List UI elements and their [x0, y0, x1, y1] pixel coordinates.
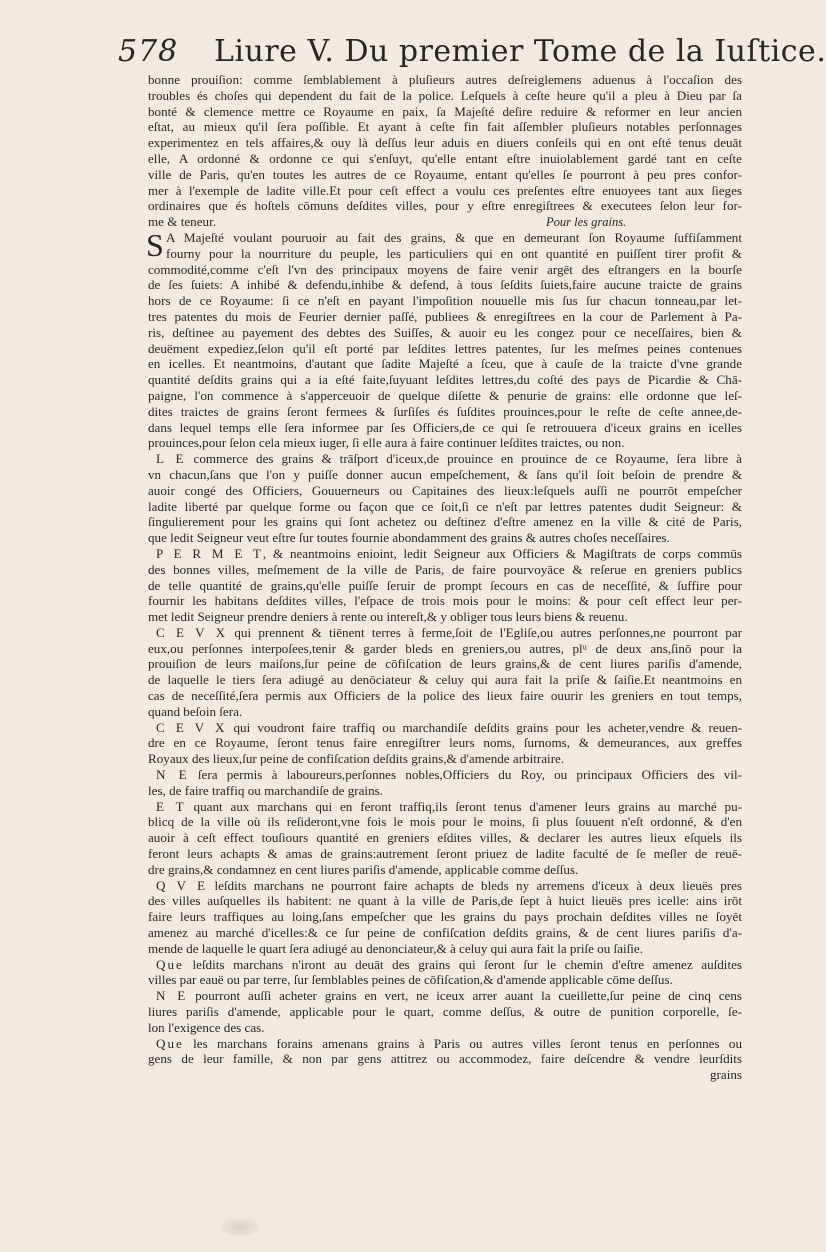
text-line: troubles és choſes qui dependent du fait de la police. Leſquels à ceſte heure qu'il a pleu à Dieu par ſa — [148, 87, 742, 103]
page-number: 578 — [118, 34, 179, 69]
text-line: Que leſdits marchans n'iront au deuāt des grains qui ſeront ſur le chemin d'eſtre amenez auſdites — [156, 956, 742, 972]
text-line: des bonnes villes, meſmement de la ville de Paris, de faire pourvoyāce & reſerue en greniers publics — [148, 561, 742, 577]
text-line: en icelles. Et neantmoins, d'autant que ſadite Majeſté a ſceu, que à cauſe de la traicte d'vne grande — [148, 356, 742, 372]
text-line: ville de Paris, qu'en toutes les autres de ce Royaume, entant qu'elles ſe pourront à peu pres confor- — [148, 166, 742, 182]
text-line: dans lequel temps elle ſera informee par ſes Officiers,de ce qui ſe retrouuera d'iceux grains en icelles — [148, 419, 742, 435]
text-line: N E pourront auſſi acheter grains en vert, ne iceux arrer auant la cueillette,ſur peine de cinq cens — [156, 988, 742, 1004]
text-line: villes par eauë ou par terre, ſur ſemblables peines de cōfiſcation,& d'amende applicable cōme deſſus. — [148, 972, 673, 988]
text-line: amenez au marché d'icelles:& ce ſur peine de confiſcation deſdits grains, & de cent liures pariſis d'a- — [148, 925, 742, 941]
text-line: paigne, l'on commence à s'apperceuoir de quelque diſette & penurie de grains: elle ordonne que leſ- — [148, 387, 742, 403]
text-line: me & teneur. Pour les grains. — [148, 214, 627, 230]
text-line: faire leurs traffiques au loing,ſans empeſcher que les grains du pays prochain deſdites villes ne ſoyēt — [148, 909, 742, 925]
text-line: que ledit Seigneur veut eſtre ſur toutes fournie abondamment des grains & autres choſes neceſſaires. — [148, 530, 670, 546]
text-line: Q V E leſdits marchans ne pourront faire achapts de bleds ny arremens d'iceux à deux lieuës pres — [156, 877, 743, 893]
text-line: fournir les habitans deſdites villes, l'eſpace de trois mois pour le moins: & pour ceſt effect leur per- — [148, 593, 742, 609]
text-line: ſingulierement pour les grains qui ſont achetez ou deſtinez d'eſtre amenez en la ville & cité de Paris, — [148, 514, 742, 530]
text-line: dites traictes de grains ſeront fermees & ſurſiſes és ſuſdites prouinces,pour le reſte de ceſte annee,de- — [148, 403, 742, 419]
body-text — [148, 72, 742, 1083]
text-line: quand beſoin ſera. — [148, 703, 243, 719]
text-line: liures pariſis d'amende, applicable pour le quart, comme deſſus, & outre de punition corporelle, ſe- — [148, 1004, 742, 1020]
text-line: Que les marchans forains amenans grains à Paris ou autres villes ſeront tenus en perſonnes ou — [156, 1035, 742, 1051]
text-line: dre en ce Royaume, ſeront tenus faire enregiſtrer leurs noms, ſurnoms, & demeurances, aux greffes — [148, 735, 742, 751]
paper-stain — [220, 1218, 260, 1236]
section-subheading: Pour les grains. — [546, 215, 627, 230]
text-line: lon l'exigence des cas. — [148, 1019, 265, 1035]
text-line: N E ſera permis à laboureurs,perſonnes nobles,Officiers du Roy, ou principaux Officiers des vil- — [156, 767, 742, 783]
text-line: S A Majeſté voulant pouruoir au fait des grains, & que en demeurant ſon Royaume ſuffiſamment — [146, 226, 742, 263]
text-line: auoir à ceſt effect touſiours quantité en greniers eſdites villes, & declarer les autres lieux eſquels ils — [148, 830, 742, 846]
text-line: cas de neceſſité,ſera permis aux Officiers de la police des lieux faire ouurir les greniers en tout temps, — [148, 688, 742, 704]
text-line: tres patentes du mois de Feurier dernier paſſé, publiees & enregiſtrees en la cour de Parlement à Pa- — [148, 308, 742, 324]
text-line: des villes auſquelles ils habitent: ne quant à la ville de Paris,de ſept à huict lieuës pres icelle: ains irōt — [148, 893, 742, 909]
text-line: de ſes ſuiets: A inhibé & defendu,inhibe & defend, à tous ſeſdits ſuiets,faire aucune traicte de grains — [148, 277, 742, 293]
text-line: bonne prouiſion: comme ſemblablement à pluſieurs autres deſreiglemens aduenus à l'occaſion des — [148, 72, 742, 87]
text-line: mer à l'exemple de ladite ville.Et pour ceſt effect a voulu ces preſentes eſtre enuoyees tant aux ſieges — [148, 182, 742, 198]
text-line: L E commerce des grains & trāſport d'iceux,de prouince en prouince de ce Royaume, ſera libre à — [156, 451, 742, 467]
text-line: fourny pour la nourriture du peuple, les particuliers qui en ont quantité en puiſſent tirer profit & — [166, 245, 742, 261]
text-line: feront leurs achapts & amas de grains:autrement ſeront priuez de ladite faculté de ſe meſler de reuē- — [148, 846, 742, 862]
text-line: P E R M E T, & neantmoins enioint, ledit Seigneur aux Officiers & Magiſtrats de corps commūs — [156, 545, 742, 561]
text-line: blicq de la ville où ils reſideront,vne fois le mois pour le moins, ſi plus ſouuent n'eſt ordonné, & d'en — [148, 814, 742, 830]
text-line: ris, deſtinee au payement des debtes des Suiſſes, & auoir eu les congez pour ce neceſſaires, bien & — [148, 324, 742, 340]
text-line: C E V X qui prennent & tiēnent terres à ferme,ſoit de l'Egliſe,ou autres perſonnes,ne pourront par — [156, 624, 742, 640]
text-line: ladite liberté par quelque forme ou façon que ce ſoit,ſi ce n'eſt par lettres patentes dudit Seigneur: & — [148, 498, 742, 514]
text-line: C E V X qui voudront faire traffiq ou marchandiſe deſdits grains pour les acheter,vendre & reuen- — [156, 719, 742, 735]
text-line: eſtat, au mieux qu'il ſera poſſible. Et ayant à ceſte fin fait aſſembler pluſieurs notables perſonnages — [148, 119, 742, 135]
text-line: les, de faire traffiq ou marchandiſe de grains. — [148, 782, 383, 798]
text-line: commodité,comme c'eſt l'vn des principaux moyens de faire venir argēt des eſtrangers en la bourſe — [148, 261, 742, 277]
text-line: vn chacun,ſans que l'on y puiſſe donner aucun empeſchement, & ſans qu'il ſoit beſoin de prendre & — [148, 466, 742, 482]
drop-cap: S — [146, 226, 164, 263]
text-line: auoir congé des Officiers, Gouuerneurs ou Capitaines des lieux:leſquels auſſi ne pourrōt empeſcher — [148, 482, 742, 498]
text-line: quantité deſdits grains qui a ia eſté faite,ſuyuant leſdites lettres,du coſté des pays de Picardie & Chā- — [148, 372, 742, 388]
page-header — [118, 30, 826, 76]
text-line: mende de laquelle le quart ſera adiugé au denonciateur,& à celuy qui aura fait la priſe ou ſaiſie. — [148, 940, 643, 956]
text-line: prouinces,pour ſelon cela mieux iuger, ſi elle aura à faire continuer leſdites traictes, ou non. — [148, 435, 625, 451]
text-line: bonté & clemence mettre ce Royaume en paix, ſa Majeſté deſire reduire & reformer en leur ancien — [148, 103, 742, 119]
text-line: Royaux des lieux,ſur peine de confiſcation deſdits grains,& d'amende arbitraire. — [148, 751, 565, 767]
text-line: E T quant aux marchans qui en feront traffiq,ils ſeront tenus d'amener leurs grains au marché pu- — [156, 798, 742, 814]
text-line: elle, A ordonné & ordonne ce qui s'enſuyt, qu'elle entant eſtre inuiolablement gardé tant en ceſte — [148, 150, 742, 166]
text-line: prouiſion de leurs maiſons,ſur peine de cōfiſcation de leurs grains,& de cent liures pariſis d'amende, — [148, 656, 742, 672]
text-line: eux,ou perſonnes interpoſees,tenir & garder bleds en greniers,ou autres, plᵘ de deux ans,ſinō pour la — [148, 640, 742, 656]
text-line: experimentez en tels affaires,& ouy là deſſus leur aduis en diuers conſeils qui en ont eſté tenus deuāt — [148, 135, 742, 151]
text-line: ordinaires que és hoſtels cōmuns deſdites villes, pour y eſtre enregiſtrees & executees ſelon leur for- — [148, 198, 742, 214]
text-line: deuëment expediez,ſelon qu'il eſt porté par leſdites lettres patentes, ſur les meſmes peines contenues — [148, 340, 742, 356]
text-line: gens de leur famille, & non par gens attitrez ou accommodez, faire deſcendre & vendre leurſdits — [148, 1051, 742, 1067]
text-line: de telle quantité de grains,qu'elle puiſſe ſeruir de prompt ſecours en cas de neceſſité, & ſuffire pour — [148, 577, 742, 593]
text-line: met ledit Seigneur prendre deniers à rente ou intereſt,& y obliger tous leurs biens & reuenu. — [148, 609, 628, 625]
text-line: de laquelle le tiers ſera adiugé au denōciateur & celuy qui aura fait la priſe & ſaiſie.Et neantmoins en — [148, 672, 742, 688]
running-title: Liure V. Du premier Tome de la Iuſtice. — [214, 34, 826, 69]
text-line: hors de ce Royaume: ſi ce n'eſt en payant l'impoſition nouuelle mis ſus ſur chacun tonneau,par let- — [148, 293, 742, 309]
text-line: dre grains,& condamnez en cent liures pariſis d'amende, applicable comme deſſus. — [148, 861, 579, 877]
catchword: grains — [710, 1067, 742, 1083]
